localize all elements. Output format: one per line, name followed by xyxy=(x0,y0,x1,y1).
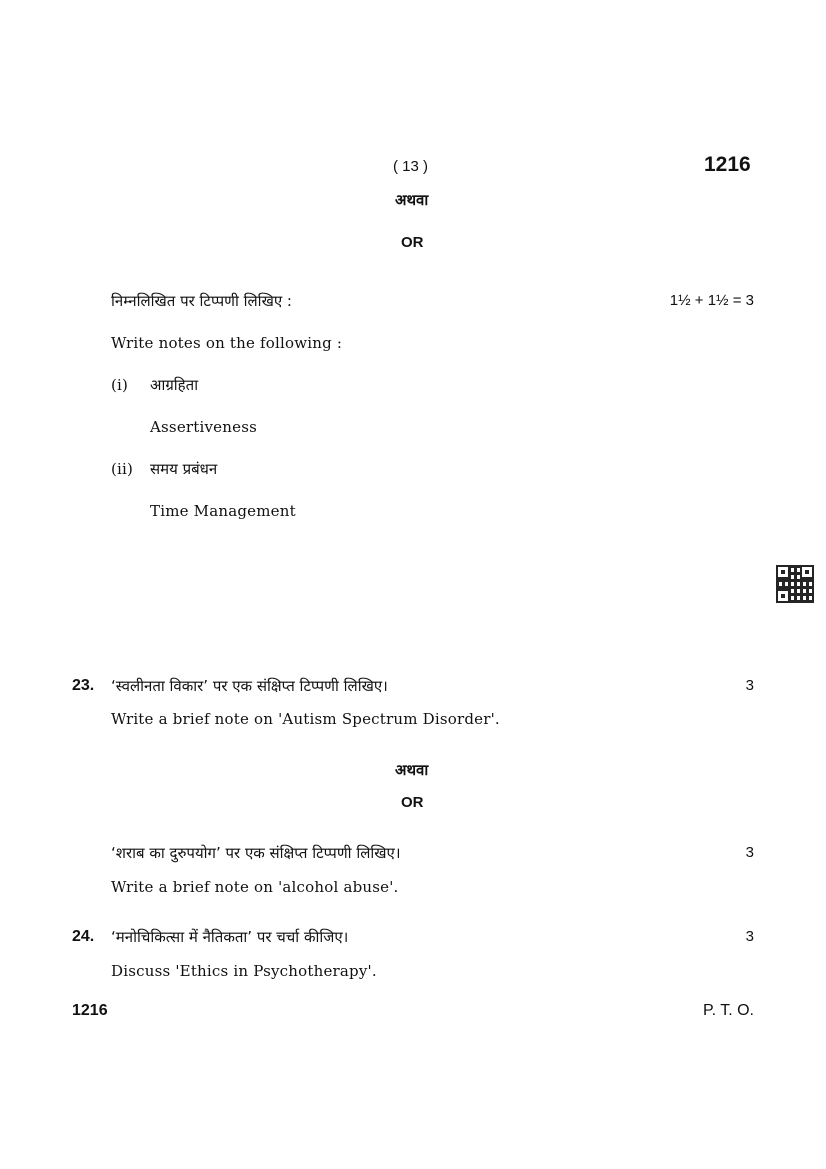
question-marks: 3 xyxy=(745,677,754,694)
question-number: 24. xyxy=(72,928,95,945)
page-number: ( 13 ) xyxy=(393,158,429,175)
or-english: OR xyxy=(401,794,424,811)
question-hindi: ‘मनोचिकित्सा में नैतिकता’ पर चर्चा कीजिए। xyxy=(111,928,349,946)
item-number: (i) xyxy=(111,376,129,394)
question-alt-marks: 3 xyxy=(745,844,754,861)
question-hindi: ‘स्वलीनता विकार’ पर एक संक्षिप्त टिप्पणी लिखिए। xyxy=(111,677,388,695)
or-hindi: अथवा xyxy=(395,191,429,209)
question-marks: 3 xyxy=(745,928,754,945)
question-number: 23. xyxy=(72,677,95,694)
item-hindi: समय प्रबंधन xyxy=(150,460,218,478)
or-hindi: अथवा xyxy=(395,761,429,779)
or-english: OR xyxy=(401,234,424,251)
instruction-english: Write notes on the following : xyxy=(111,334,343,352)
item-hindi: आग्रहिता xyxy=(150,376,199,394)
item-english: Assertiveness xyxy=(150,418,257,436)
pto-label: P. T. O. xyxy=(703,1002,754,1019)
paper-code-footer: 1216 xyxy=(72,1002,108,1019)
qr-code-icon xyxy=(776,565,814,603)
paper-code-header: 1216 xyxy=(704,153,751,176)
item-english: Time Management xyxy=(150,502,296,520)
instruction-hindi: निम्नलिखित पर टिप्पणी लिखिए : xyxy=(111,292,292,310)
item-number: (ii) xyxy=(111,460,134,478)
question-alt-hindi: ‘शराब का दुरुपयोग’ पर एक संक्षिप्त टिप्पणी लिखिए। xyxy=(111,844,401,862)
marks-section1: 1½ + 1½ = 3 xyxy=(669,292,754,309)
question-english: Discuss 'Ethics in Psychotherapy'. xyxy=(111,962,377,980)
question-alt-english: Write a brief note on 'alcohol abuse'. xyxy=(111,878,399,896)
question-english: Write a brief note on 'Autism Spectrum Disorder'. xyxy=(111,710,500,728)
